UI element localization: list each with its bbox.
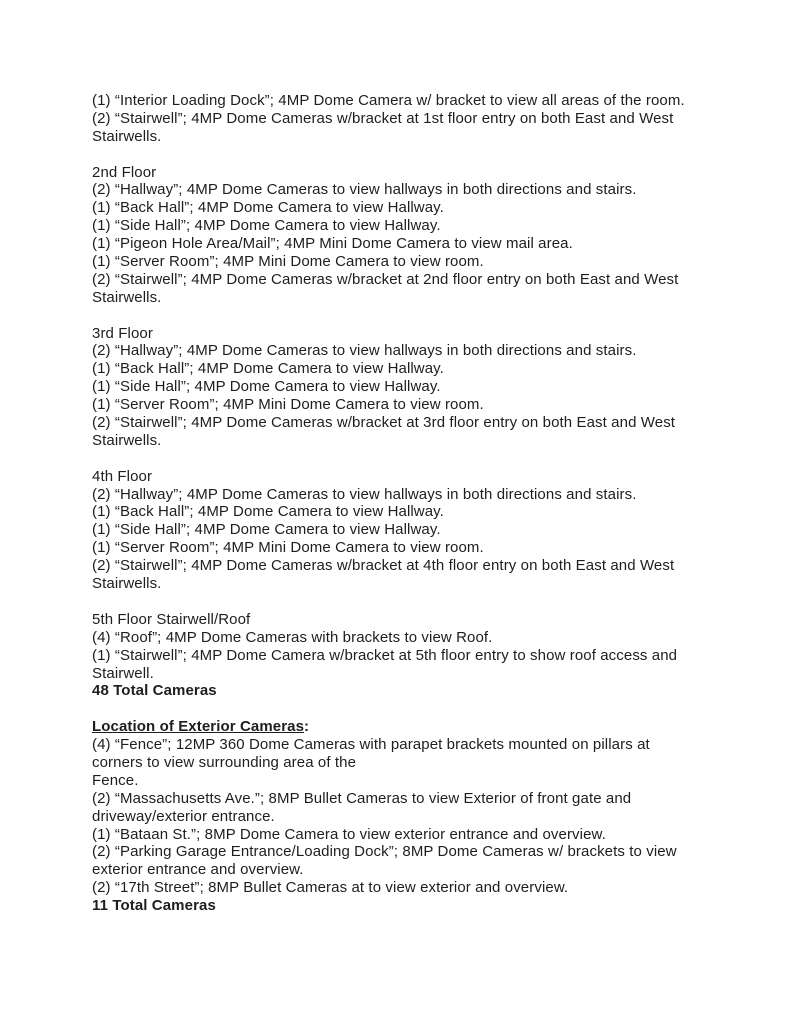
doc-line: (2) “Stairwell”; 4MP Dome Cameras w/bracket at 3rd floor entry on both East and West — [92, 414, 676, 432]
total-cameras-line: 48 Total Cameras — [92, 682, 217, 700]
doc-line: Fence. — [92, 771, 139, 789]
doc-line: corners to view surrounding area of the — [92, 753, 357, 771]
doc-line: (1) “Server Room”; 4MP Mini Dome Camera to view room. — [92, 253, 484, 271]
doc-line: (1) “Bataan St.”; 8MP Dome Camera to view exterior entrance and overview. — [92, 825, 606, 843]
doc-line: Stairwells. — [92, 431, 162, 449]
doc-line: exterior entrance and overview. — [92, 861, 304, 879]
doc-line: (2) “Stairwell”; 4MP Dome Cameras w/bracket at 2nd floor entry on both East and West — [92, 270, 679, 288]
doc-line: 5th Floor Stairwell/Roof — [92, 610, 251, 628]
doc-line: (1) “Server Room”; 4MP Mini Dome Camera to view room. — [92, 396, 484, 414]
doc-line: Stairwells. — [92, 127, 162, 145]
doc-line: (1) “Stairwell”; 4MP Dome Camera w/bracket at 5th floor entry to show roof access and — [92, 646, 678, 664]
doc-line: (4) “Roof”; 4MP Dome Cameras with brackets to view Roof. — [92, 628, 493, 646]
doc-line: (1) “Side Hall”; 4MP Dome Camera to view Hallway. — [92, 217, 441, 235]
doc-line: (1) “Back Hall”; 4MP Dome Camera to view Hallway. — [92, 503, 444, 521]
doc-line: 3rd Floor — [92, 324, 153, 342]
blank-line — [92, 450, 771, 468]
blank-line — [92, 146, 771, 164]
doc-line: (1) “Back Hall”; 4MP Dome Camera to view Hallway. — [92, 360, 444, 378]
doc-line: 4th Floor — [92, 467, 153, 485]
blank-line — [92, 593, 771, 611]
doc-line: (2) “Hallway”; 4MP Dome Cameras to view hallways in both directions and stairs. — [92, 342, 637, 360]
document-content — [92, 92, 771, 915]
doc-line: (2) “17th Street”; 8MP Bullet Cameras at to view exterior and overview. — [92, 879, 569, 897]
doc-line: (1) “Interior Loading Dock”; 4MP Dome Camera w/ bracket to view all areas of the room. — [92, 92, 685, 109]
doc-line: (2) “Hallway”; 4MP Dome Cameras to view hallways in both directions and stairs. — [92, 485, 637, 503]
doc-line: Stairwells. — [92, 575, 162, 593]
doc-line: Stairwells. — [92, 288, 162, 306]
total-cameras-line: 11 Total Cameras — [92, 897, 216, 915]
doc-line: (2) “Parking Garage Entrance/Loading Dock”; 8MP Dome Cameras w/ brackets to view — [92, 843, 677, 861]
section-heading: Location of Exterior Cameras: — [92, 718, 310, 736]
doc-line: Stairwell. — [92, 664, 154, 682]
doc-line: (4) “Fence”; 12MP 360 Dome Cameras with parapet brackets mounted on pillars at — [92, 736, 650, 754]
doc-line: (1) “Side Hall”; 4MP Dome Camera to view Hallway. — [92, 521, 441, 539]
blank-line — [92, 307, 771, 325]
section-heading-text: Location of Exterior Cameras — [92, 718, 305, 736]
doc-line: (2) “Hallway”; 4MP Dome Cameras to view hallways in both directions and stairs. — [92, 181, 637, 199]
doc-line: (1) “Back Hall”; 4MP Dome Camera to view Hallway. — [92, 199, 444, 217]
doc-line: (1) “Side Hall”; 4MP Dome Camera to view Hallway. — [92, 378, 441, 396]
blank-line — [92, 700, 771, 718]
doc-line: (2) “Stairwell”; 4MP Dome Cameras w/bracket at 4th floor entry on both East and West — [92, 557, 675, 575]
doc-line: (1) “Server Room”; 4MP Mini Dome Camera to view room. — [92, 539, 484, 557]
doc-line: (2) “Stairwell”; 4MP Dome Cameras w/bracket at 1st floor entry on both East and West — [92, 109, 674, 127]
doc-line: 2nd Floor — [92, 163, 157, 181]
doc-line: driveway/exterior entrance. — [92, 807, 275, 825]
doc-line: (1) “Pigeon Hole Area/Mail”; 4MP Mini Dome Camera to view mail area. — [92, 235, 573, 253]
doc-line: (2) “Massachusetts Ave.”; 8MP Bullet Cameras to view Exterior of front gate and — [92, 789, 632, 807]
